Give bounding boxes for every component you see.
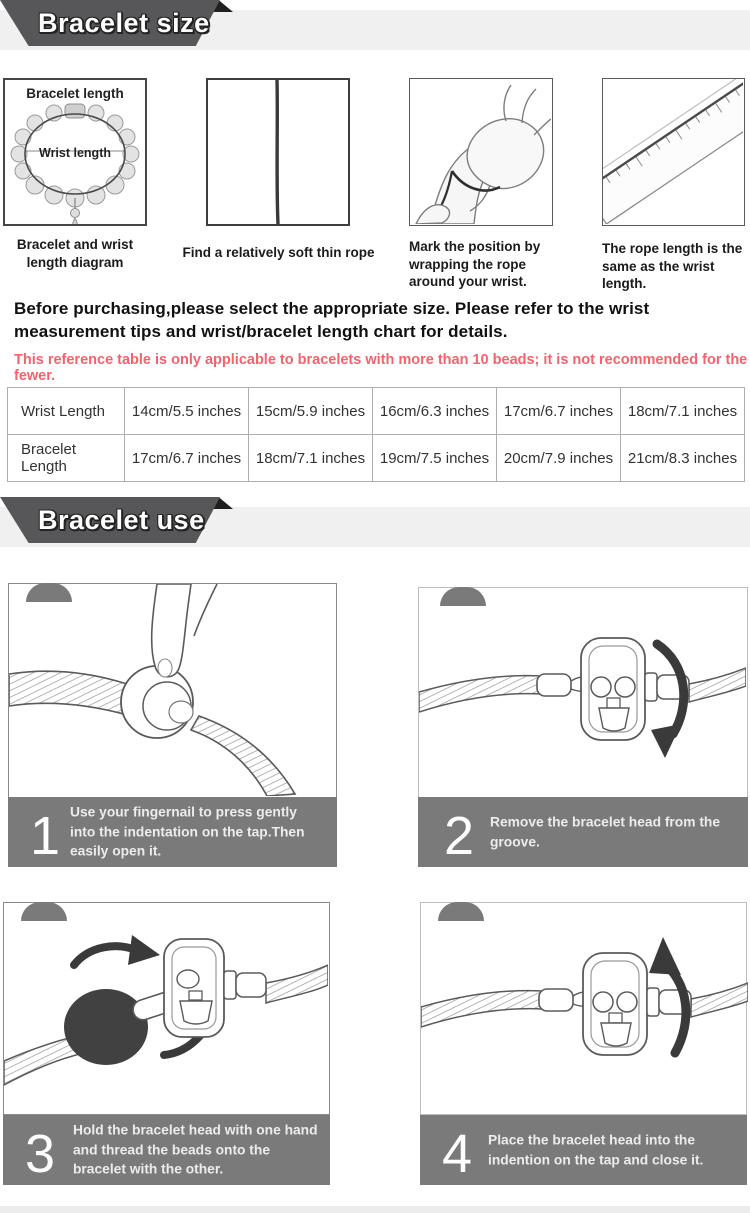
row-header-wrist: Wrist Length <box>8 388 125 435</box>
step3-image-frame <box>3 902 330 1115</box>
step1-caption-band <box>8 797 337 867</box>
remove-head-illustration <box>419 588 746 794</box>
step4-image-frame <box>420 902 747 1115</box>
section-header-bracelet-use <box>0 497 750 553</box>
step-caption: Use your fingernail to press gently into the indentation on the tap.Then easily open it. <box>70 804 305 859</box>
size-table <box>7 387 745 482</box>
table-row-bracelet <box>8 435 745 482</box>
measure-image-rope <box>206 78 350 226</box>
step-caption: Hold the bracelet head with one hand and thread the beads onto the bracelet with the other. <box>73 1122 318 1177</box>
section-title: Bracelet size <box>38 8 210 38</box>
reference-table-warning: This reference table is only applicable to bracelets with more than 10 beads; it is not recommended for the fewer. <box>14 352 748 384</box>
section-header-bracelet-size <box>0 0 750 56</box>
use-step-panel-4 <box>420 902 747 1185</box>
use-step-panel-3 <box>3 902 330 1185</box>
label-bracelet-length: Bracelet length <box>26 86 124 101</box>
section-title: Bracelet use <box>38 505 205 535</box>
step2-image-frame <box>418 587 748 799</box>
press-clasp-illustration <box>9 584 335 796</box>
size-selection-note: Before purchasing,please select the appropriate size. Please refer to the wrist measurement tips and wrist/bracelet length chart for details. <box>14 299 650 341</box>
table-cell: 17cm/6.7 inches <box>497 388 621 435</box>
use-step-panel-2 <box>418 587 748 867</box>
table-row-wrist <box>8 388 745 435</box>
table-cell: 18cm/7.1 inches <box>621 388 745 435</box>
step3-caption-band <box>3 1115 330 1185</box>
step2-caption-band <box>418 797 748 867</box>
step-number: 1 <box>30 806 61 866</box>
table-cell: 14cm/5.5 inches <box>125 388 249 435</box>
measure-caption-1: Bracelet and wrist length diagram <box>16 237 134 270</box>
bottom-gray-strip <box>0 1206 750 1213</box>
thin-rope-illustration <box>208 80 348 224</box>
label-wrist-length: Wrist length <box>39 146 111 160</box>
use-step-panel-1 <box>8 583 337 867</box>
step-caption: Remove the bracelet head from the groove. <box>490 814 721 849</box>
step-number: 3 <box>25 1124 56 1184</box>
table-cell: 20cm/7.9 inches <box>497 435 621 482</box>
measure-caption-2: Find a relatively soft thin rope <box>182 245 375 260</box>
table-cell: 21cm/8.3 inches <box>621 435 745 482</box>
measure-caption-3: Mark the position by wrapping the rope around your wrist. <box>409 239 541 290</box>
table-cell: 18cm/7.1 inches <box>249 435 373 482</box>
thread-beads-illustration <box>4 903 328 1112</box>
wrist-wrap-illustration <box>410 79 551 224</box>
table-cell: 15cm/5.9 inches <box>249 388 373 435</box>
measure-image-wrist-wrap <box>409 78 553 226</box>
step1-image-frame <box>8 583 337 799</box>
ruler-illustration <box>603 79 743 224</box>
measure-image-bracelet-diagram <box>3 78 147 226</box>
step-caption: Place the bracelet head into the indention on the tap and close it. <box>488 1132 704 1167</box>
measure-caption-4: The rope length is the same as the wrist length. <box>602 241 743 292</box>
measure-image-ruler <box>602 78 745 226</box>
table-cell: 16cm/6.3 inches <box>373 388 497 435</box>
step4-caption-band <box>420 1115 747 1185</box>
close-head-illustration <box>421 903 748 1109</box>
row-header-bracelet: Bracelet Length <box>8 435 125 482</box>
table-cell: 19cm/7.5 inches <box>373 435 497 482</box>
table-cell: 17cm/6.7 inches <box>125 435 249 482</box>
step-number: 4 <box>442 1124 473 1184</box>
step-number: 2 <box>444 806 475 866</box>
